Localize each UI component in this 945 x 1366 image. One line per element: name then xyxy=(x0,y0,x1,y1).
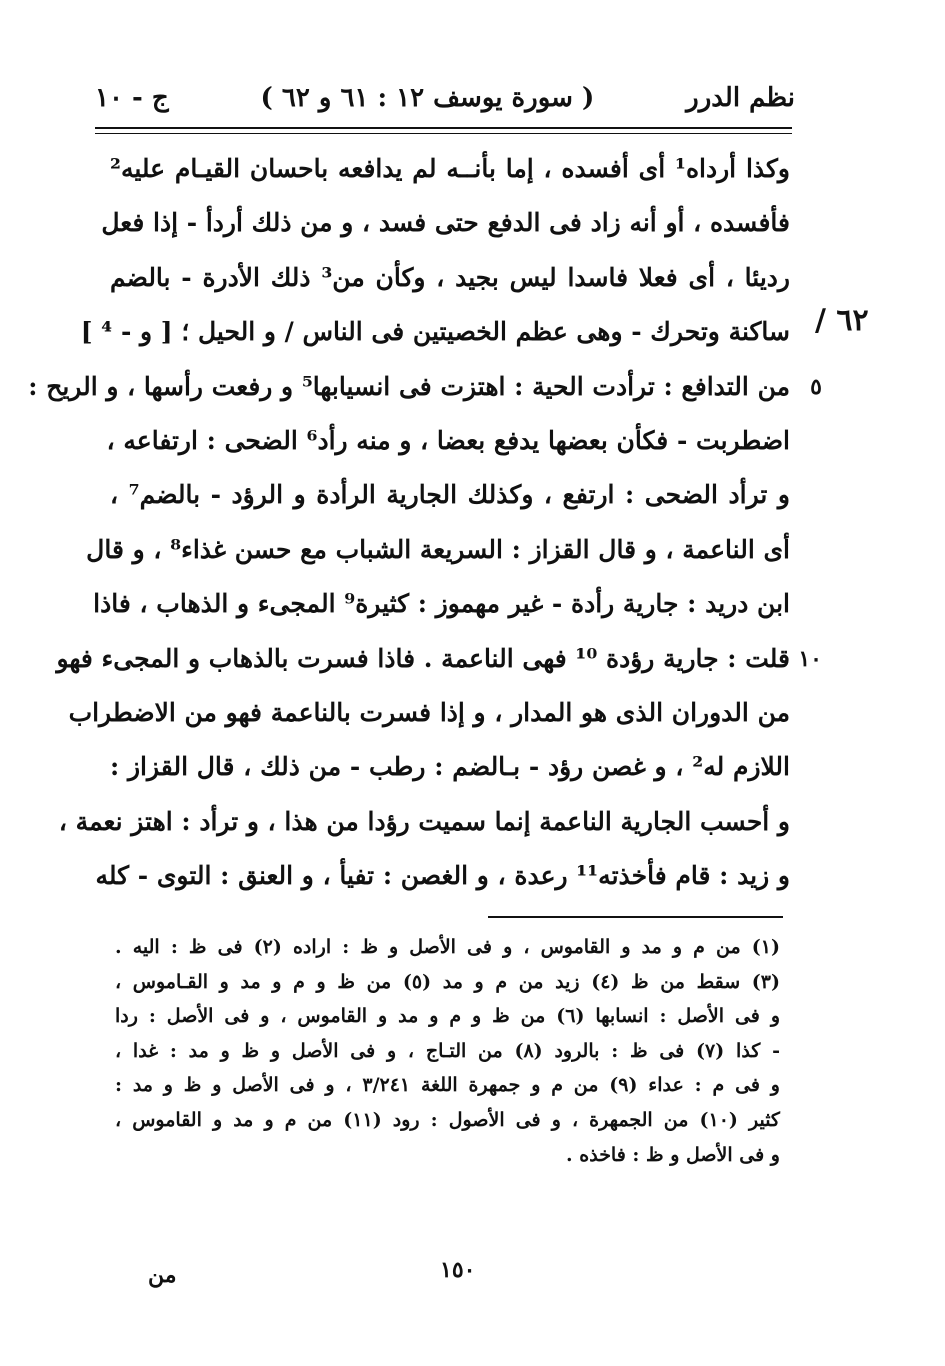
text-line: وكذا أرداه¹ أى أفسده ، إما بأنــه لم يدافعه باحسان القيـام عليه² xyxy=(110,154,790,183)
footnote-line: (١) من م و مد و القاموس ، و فى الأصل و ظ : اراده (٢) فى ظ : اليه . xyxy=(115,936,780,958)
text-line: اضطربت - فكأن بعضها يدفع بعضا ، و منه رأد⁶ الضحى : ارتفاعه ، xyxy=(106,425,790,455)
book-title: نظم الدرر xyxy=(686,83,795,113)
footnote-line: (٣) سقط من ظ (٤) زيد من م و مد (٥) من ظ و م و مد و القـاموس ، xyxy=(115,970,780,993)
text-line: ساكنة وتحرك - وهى عظم الخصيتين فى الناس / و الحيل ؛ [ و - ⁴ ] xyxy=(80,317,790,347)
text-line: رديئا ، أى فعلا فاسدا ليس بجيد ، وكأن من³ ذلك الأدرة - بالضم xyxy=(110,262,790,292)
text-line: و زيد : قام فأخذته¹¹ رعدة ، و الغصن : تفيأ ، و العنق : التوى - كله xyxy=(95,861,790,891)
running-header xyxy=(95,78,795,118)
volume-number: ج - ١٠ xyxy=(95,83,169,113)
line-number: ٥ xyxy=(810,373,822,400)
footnote-separator xyxy=(488,916,783,918)
text-line: أى الناعمة ، و قال القزاز : السريعة الشباب مع حسن غذاء⁸ ، و قال xyxy=(86,534,790,564)
text-line: و ترأد الضحى : ارتفع ، وكذلك الجارية الرأدة و الرؤد - بالضم⁷ ، xyxy=(110,480,790,510)
text-line: فأفسده ، أو أنه زاد فى الدفع حتى فسد ، و من ذلك أردأ - إذا فعل xyxy=(101,208,790,238)
header-rule-thick xyxy=(95,127,792,129)
footnote-line: و فى الأصل : انسابها (٦) من ظ و م و مد و القاموس ، و فى الأصل : ردا xyxy=(115,1005,780,1028)
page-number: ١٥٠ xyxy=(440,1257,476,1283)
main-text xyxy=(28,142,822,903)
text-line: و أحسب الجارية الناعمة إنما سميت رؤدا من هذا ، و ترأد : اهتز نعمة ، xyxy=(58,806,790,836)
footnotes xyxy=(115,930,780,1172)
footnote-line: و فى م : عداء (٩) من م و جمهرة اللغة ٣/٢٤١ ، و فى الأصل و ظ و مد : xyxy=(115,1074,780,1097)
text-line: من الدوران الذى هو المدار ، و إذا فسرت بالناعمة فهو من الاضطراب xyxy=(68,697,790,727)
text-line: ٥ من التدافع : ترأدت الحية : اهتزت فى انسيابها⁵ و رفعت رأسها ، و الريح : xyxy=(110,360,790,414)
catchword: من xyxy=(148,1262,177,1288)
footnote-line: و فى الأصل و ظ : فاخذه . xyxy=(566,1143,780,1166)
footnote-line: - كذا (٧) فى ظ : بالرود (٨) من التـاج ، و فى الأصل و ظ و مد : غدا ، xyxy=(115,1039,780,1062)
text-line: اللازم له² ، و غصن رؤد - بـالضم : رطب - من ذلك ، قال القزاز : xyxy=(110,752,790,782)
text-line: ١٠ قلت : جارية رؤدة ¹⁰ فهى الناعمة . فاذا فسرت بالذهاب و المجىء فهو xyxy=(110,632,790,686)
footnote-line: كثير (١٠) من الجمهرة ، و فى الأصول : رود (١١) من م و مد و القاموس ، xyxy=(115,1108,780,1131)
surah-reference: ( سورة يوسف ١٢ : ٦١ و ٦٢ ) xyxy=(260,83,595,113)
margin-page-reference: ٦٢ / xyxy=(815,303,869,338)
line-number: ١٠ xyxy=(798,645,822,672)
header-rule-thin xyxy=(95,133,792,134)
text-line: ابن دريد : جارية رأدة - غير مهموز : كثيرة⁹ المجىء و الذهاب ، فاذا xyxy=(93,589,790,619)
